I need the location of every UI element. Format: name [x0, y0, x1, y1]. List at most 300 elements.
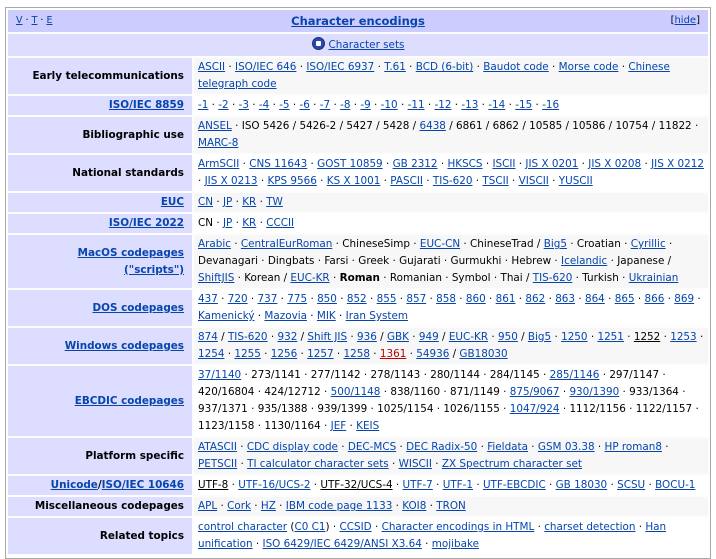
- link-jis-x-0212[interactable]: JIS X 0212: [651, 158, 704, 170]
- list-text: Japanese: [617, 255, 665, 267]
- link-1250[interactable]: 1250: [561, 331, 588, 343]
- link-13[interactable]: -13: [461, 99, 479, 111]
- link-jis-x-0201[interactable]: JIS X 0201: [525, 158, 579, 170]
- link-857[interactable]: 857: [406, 293, 427, 305]
- group-link-dos-codepages[interactable]: DOS codepages: [92, 301, 184, 314]
- link-1255[interactable]: 1255: [234, 348, 261, 360]
- bullet-separator: ·: [551, 255, 562, 267]
- link-icelandic[interactable]: Icelandic: [561, 255, 608, 267]
- bullet-separator: ·: [260, 348, 271, 360]
- list-text: Gujarati: [399, 255, 441, 267]
- list-text: 273/1141: [251, 369, 301, 381]
- group-heading: [8, 497, 192, 516]
- link-858[interactable]: 858: [436, 293, 456, 305]
- talk-template-link[interactable]: T: [31, 15, 38, 26]
- link-855[interactable]: 855: [376, 293, 397, 305]
- bullet-separator: ·: [478, 99, 489, 111]
- bullet-separator: ·: [380, 386, 391, 398]
- list-text: ChineseTrad: [470, 238, 534, 250]
- bullet-separator: ·: [360, 369, 371, 381]
- bullet-separator: ·: [335, 310, 346, 322]
- bullet-separator: ·: [234, 272, 245, 284]
- bullet-separator: ·: [217, 293, 228, 305]
- group-heading: [8, 476, 192, 495]
- bullet-separator: ·: [236, 441, 247, 453]
- group-link-iso-iec-8859[interactable]: ISO/IEC 8859: [108, 99, 184, 111]
- list-text: 1123/1158: [198, 420, 255, 432]
- link-5[interactable]: -5: [279, 99, 290, 111]
- list-text: Dingbats: [267, 255, 315, 267]
- link-720[interactable]: 720: [227, 293, 248, 305]
- link-16[interactable]: -16: [542, 99, 560, 111]
- bullet-separator: ·: [433, 403, 444, 415]
- link-chinese-telegraph-code[interactable]: Chinese telegraph code: [198, 61, 670, 90]
- link-1254[interactable]: 1254: [198, 348, 225, 360]
- link-c0-c1[interactable]: C0 C1: [294, 521, 326, 533]
- link-iso-iec-6937[interactable]: ISO/IEC 6937: [306, 61, 375, 73]
- link-utf-ebcdic[interactable]: UTF-EBCDIC: [482, 479, 546, 491]
- group-separator: /: [97, 479, 102, 491]
- link-hp-roman8[interactable]: HP roman8: [604, 441, 662, 453]
- bullet-separator: ·: [532, 99, 543, 111]
- bullet-separator: ·: [198, 175, 205, 187]
- bullet-separator: ·: [346, 420, 357, 432]
- navbox-row: [8, 155, 708, 191]
- bullet-separator: ·: [623, 331, 634, 343]
- link-jp[interactable]: JP: [222, 196, 233, 208]
- link-charset-detection[interactable]: charset detection: [544, 521, 636, 533]
- navbox-row: [8, 96, 708, 115]
- bullet-separator: ·: [409, 238, 420, 250]
- link-cdc-display-code[interactable]: CDC display code: [246, 441, 338, 453]
- link-54936[interactable]: 54936: [416, 348, 450, 360]
- bullet-separator: ·: [482, 158, 493, 170]
- link-949[interactable]: 949: [418, 331, 439, 343]
- list-text: 1112/1156: [569, 403, 626, 415]
- hide-toggle: [hide]: [670, 15, 700, 26]
- character-sets-link[interactable]: Character sets: [328, 39, 405, 51]
- bullet-separator: ·: [256, 196, 267, 208]
- bullet-separator: ·: [578, 158, 589, 170]
- bullet-separator: ·: [330, 99, 341, 111]
- list-text: Greek: [358, 255, 390, 267]
- link-jis-x-0208[interactable]: JIS X 0208: [588, 158, 642, 170]
- list-text: ISO 5426 / 5426-2 / 5427 / 5428 /: [241, 120, 420, 132]
- link-3[interactable]: -3: [238, 99, 249, 111]
- link-character-encodings-in-html[interactable]: Character encodings in HTML: [381, 521, 535, 533]
- bullet-separator: ·: [485, 293, 496, 305]
- bullet-separator: ·: [275, 500, 286, 512]
- group-link-iso-iec-2022[interactable]: ISO/IEC 2022: [108, 217, 184, 229]
- list-text: /: [297, 331, 308, 343]
- group-link-iso-iec-10646[interactable]: ISO/IEC 10646: [101, 479, 184, 491]
- list-text: ChineseSimp: [342, 238, 410, 250]
- link-koi8[interactable]: KOI8: [402, 500, 427, 512]
- link-930-1390[interactable]: 930/1390: [569, 386, 620, 398]
- bullet-separator: ·: [575, 293, 585, 305]
- link-pascii[interactable]: PASCII: [390, 175, 423, 187]
- bullet-separator: ·: [505, 99, 516, 111]
- link-1257[interactable]: 1257: [307, 348, 334, 360]
- link-iso-6429-iec-6429-ansi-x3-64[interactable]: ISO 6429/IEC 6429/ANSI X3.64: [262, 538, 422, 550]
- bullet-separator: ·: [545, 293, 556, 305]
- bullet-separator: ·: [314, 255, 325, 267]
- link-baudot-code[interactable]: Baudot code: [483, 61, 549, 73]
- link-1253[interactable]: 1253: [670, 331, 697, 343]
- link-1258[interactable]: 1258: [343, 348, 370, 360]
- bullet-separator: ·: [256, 217, 267, 229]
- bullet-separator: ·: [572, 272, 583, 284]
- link-bocu-1[interactable]: BOCU-1: [655, 479, 696, 491]
- link-gb18030[interactable]: GB18030: [459, 348, 508, 360]
- bullet-separator: ·: [217, 500, 228, 512]
- bullet-separator: ·: [388, 458, 399, 470]
- bullet-separator: ·: [566, 238, 577, 250]
- link-apl[interactable]: APL: [198, 500, 218, 512]
- link-15[interactable]: -15: [515, 99, 533, 111]
- bullet-separator: ·: [228, 99, 239, 111]
- link-iso-iec-646[interactable]: ISO/IEC 646: [235, 61, 297, 73]
- bullet-separator: ·: [380, 175, 391, 187]
- vte-separator: ·: [37, 15, 47, 26]
- navbox-rows: [8, 58, 708, 554]
- link-gsm-03-38[interactable]: GSM 03.38: [537, 441, 595, 453]
- link-936[interactable]: 936: [357, 331, 377, 343]
- group-list: [194, 193, 708, 212]
- link-kr[interactable]: KR: [242, 217, 257, 229]
- bullet-separator: ·: [251, 500, 261, 512]
- list-text: 280/1144: [430, 369, 480, 381]
- group-link-ebcdic-codepages[interactable]: EBCDIC codepages: [74, 394, 184, 407]
- bullet-separator: ·: [473, 479, 483, 491]
- bullet-separator: ·: [587, 331, 598, 343]
- link-1361[interactable]: 1361: [379, 348, 407, 360]
- bullet-separator: ·: [232, 217, 243, 229]
- link-7[interactable]: -7: [319, 99, 331, 111]
- group-list: [194, 476, 708, 495]
- link-arabic[interactable]: Arabic: [198, 238, 231, 250]
- list-text: 1026/1155: [443, 403, 500, 415]
- link-12[interactable]: -12: [434, 99, 452, 111]
- link-tscii[interactable]: TSCII: [482, 175, 509, 187]
- link-ti-calculator-character-sets[interactable]: TI calculator character sets: [247, 458, 389, 470]
- navbox-row: [8, 235, 708, 288]
- list-text: CN: [198, 217, 214, 229]
- link-1047-924[interactable]: 1047/924: [509, 403, 560, 415]
- bullet-separator: ·: [534, 521, 545, 533]
- link-keis[interactable]: KEIS: [356, 420, 380, 432]
- list-text: Romanian: [389, 272, 442, 284]
- link-mojibake[interactable]: mojibake: [431, 538, 480, 550]
- link-yuscii[interactable]: YUSCII: [558, 175, 593, 187]
- link-control-character[interactable]: control character: [198, 521, 288, 533]
- link-petscii[interactable]: PETSCII: [198, 458, 238, 470]
- link-hkscs[interactable]: HKSCS: [447, 158, 483, 170]
- link-dec-radix-50[interactable]: DEC Radix-50: [406, 441, 478, 453]
- link-500-1148[interactable]: 500/1148: [330, 386, 381, 398]
- group-list: [194, 518, 708, 554]
- group-link-windows-codepages[interactable]: Windows codepages: [64, 339, 184, 352]
- group-heading: [8, 155, 192, 191]
- link-jis-x-0213[interactable]: JIS X 0213: [204, 175, 258, 187]
- bullet-separator: ·: [645, 479, 656, 491]
- bullet-separator: ·: [607, 479, 618, 491]
- link-437[interactable]: 437: [198, 293, 218, 305]
- bullet-separator: ·: [257, 175, 268, 187]
- link-861[interactable]: 861: [495, 293, 516, 305]
- bullet-separator: ·: [441, 272, 452, 284]
- link-1251[interactable]: 1251: [597, 331, 624, 343]
- link-viscii[interactable]: VISCII: [518, 175, 549, 187]
- link-gb-2312[interactable]: GB 2312: [392, 158, 438, 170]
- list-text: Korean: [244, 272, 281, 284]
- link-tis-620[interactable]: TIS-620: [432, 175, 473, 187]
- link-big5[interactable]: Big5: [527, 331, 552, 343]
- bullet-separator: ·: [694, 293, 701, 305]
- link-fieldata[interactable]: Fieldata: [487, 441, 528, 453]
- link-gb-18030[interactable]: GB 18030: [555, 479, 608, 491]
- link-zx-spectrum-character-set[interactable]: ZX Spectrum character set: [441, 458, 582, 470]
- link-armscii[interactable]: ArmSCII: [198, 158, 240, 170]
- navbox-row: [8, 58, 708, 94]
- bullet-separator: ·: [239, 158, 250, 170]
- link-ibm-code-page-1133[interactable]: IBM code page 1133: [285, 500, 393, 512]
- edit-template-link[interactable]: E: [46, 15, 53, 26]
- link-ukrainian[interactable]: Ukrainian: [628, 272, 679, 284]
- bullet-separator: ·: [397, 99, 408, 111]
- link-mik[interactable]: MIK: [316, 310, 336, 322]
- bullet-separator: ·: [296, 61, 307, 73]
- list-text: 277/1142: [310, 369, 361, 381]
- bullet-separator: ·: [408, 331, 419, 343]
- bullet-separator: ·: [405, 61, 416, 73]
- link-14[interactable]: -14: [488, 99, 506, 111]
- link-6438[interactable]: 6438: [419, 120, 446, 132]
- link-852[interactable]: 852: [346, 293, 367, 305]
- link-ccsid[interactable]: CCSID: [339, 521, 372, 533]
- group-link-euc[interactable]: EUC: [160, 196, 184, 208]
- link-866[interactable]: 866: [644, 293, 665, 305]
- group-heading: [8, 58, 192, 94]
- bullet-separator: ·: [213, 196, 223, 208]
- list-text: UTF-32/UCS-4: [320, 479, 393, 491]
- list-text: /: [664, 255, 672, 267]
- group-list: [194, 366, 708, 436]
- bullet-separator: ·: [348, 255, 359, 267]
- group-label: Miscellaneous codepages: [34, 500, 184, 512]
- link-euc-kr[interactable]: EUC-KR: [290, 272, 330, 284]
- navbox-title-bar: [8, 10, 708, 32]
- group-list: [194, 58, 708, 94]
- link-utf-16-ucs-2[interactable]: UTF-16/UCS-2: [238, 479, 311, 491]
- bullet-separator: ·: [307, 158, 318, 170]
- link-bcd-6-bit[interactable]: BCD (6-bit): [415, 61, 474, 73]
- link-864[interactable]: 864: [584, 293, 605, 305]
- link-mazovia[interactable]: Mazovia: [264, 310, 307, 322]
- view-template-link[interactable]: V: [16, 15, 23, 26]
- bullet-separator: ·: [369, 348, 380, 360]
- navbox: [5, 7, 711, 559]
- group-link-unicode[interactable]: Unicode: [50, 479, 98, 491]
- link-kamenick[interactable]: Kamenický: [198, 310, 255, 322]
- bullet-separator: ·: [625, 403, 636, 415]
- bullet-separator: ·: [431, 458, 442, 470]
- link-han-unification[interactable]: Han unification: [198, 521, 667, 550]
- bullet-separator: ·: [406, 348, 417, 360]
- bullet-separator: ·: [241, 369, 252, 381]
- link-775[interactable]: 775: [287, 293, 308, 305]
- navbox-row: [8, 193, 708, 212]
- link-utf-7[interactable]: UTF-7: [402, 479, 433, 491]
- list-text: Roman: [339, 272, 380, 284]
- link-kr[interactable]: KR: [242, 196, 257, 208]
- link-4[interactable]: -4: [258, 99, 270, 111]
- bullet-separator: ·: [336, 293, 347, 305]
- vte-separator: ·: [22, 15, 32, 26]
- link-tis-620[interactable]: TIS-620: [227, 331, 268, 343]
- link-862[interactable]: 862: [525, 293, 546, 305]
- list-text: /: [376, 331, 387, 343]
- link-1[interactable]: -1: [198, 99, 209, 111]
- list-text: ): [325, 521, 330, 533]
- link-kps-9566[interactable]: KPS 9566: [267, 175, 317, 187]
- link-950[interactable]: 950: [497, 331, 518, 343]
- bullet-separator: ·: [477, 441, 488, 453]
- group-list: [194, 117, 708, 153]
- bullet-separator: ·: [392, 479, 403, 491]
- link-10[interactable]: -10: [380, 99, 398, 111]
- list-text: Devanagari: [198, 255, 258, 267]
- list-text: 1252: [633, 331, 661, 343]
- link-850[interactable]: 850: [317, 293, 337, 305]
- list-text: /: [517, 331, 528, 343]
- link-shift-jis[interactable]: Shift JIS: [307, 331, 348, 343]
- link-scsu[interactable]: SCSU: [617, 479, 646, 491]
- link-centraleurroman[interactable]: CentralEurRoman: [240, 238, 333, 250]
- link-285-1146[interactable]: 285/1146: [549, 369, 600, 381]
- link-hz[interactable]: HZ: [260, 500, 276, 512]
- link-euc-cn[interactable]: EUC-CN: [419, 238, 461, 250]
- list-text: 1025/1154: [377, 403, 434, 415]
- bullet-separator: ·: [208, 99, 219, 111]
- link-utf-1[interactable]: UTF-1: [442, 479, 474, 491]
- bullet-separator: ·: [306, 310, 317, 322]
- bullet-separator: ·: [329, 272, 340, 284]
- link-jef[interactable]: JEF: [330, 420, 347, 432]
- link-cork[interactable]: Cork: [227, 500, 251, 512]
- link-8[interactable]: -8: [340, 99, 351, 111]
- link-marc-8[interactable]: MARC-8: [198, 137, 239, 149]
- link-ansel[interactable]: ANSEL: [198, 120, 232, 132]
- bullet-separator: ·: [320, 420, 331, 432]
- bullet-separator: ·: [660, 331, 671, 343]
- link-863[interactable]: 863: [555, 293, 576, 305]
- link-iscii[interactable]: ISCII: [492, 158, 516, 170]
- bullet-separator: ·: [692, 403, 699, 415]
- link-932[interactable]: 932: [277, 331, 298, 343]
- group-list: [194, 438, 708, 474]
- bullet-separator: ·: [424, 99, 435, 111]
- navbox-row: [8, 366, 708, 436]
- link-big5[interactable]: Big5: [543, 238, 567, 250]
- link-874[interactable]: 874: [198, 331, 218, 343]
- link-875-9067[interactable]: 875/9067: [509, 386, 560, 398]
- group-list: [194, 290, 708, 326]
- group-list: [194, 214, 708, 233]
- link-dec-mcs[interactable]: DEC-MCS: [347, 441, 397, 453]
- bullet-separator: ·: [225, 61, 236, 73]
- list-text: /: [449, 348, 460, 360]
- bullet-separator: ·: [366, 293, 377, 305]
- navbox-title[interactable]: Character encodings: [291, 14, 425, 28]
- bullet-separator: ·: [237, 458, 248, 470]
- link-1256[interactable]: 1256: [270, 348, 298, 360]
- link-euc-kr[interactable]: EUC-KR: [448, 331, 489, 343]
- link-737[interactable]: 737: [257, 293, 278, 305]
- navbox-row: [8, 117, 708, 153]
- group-label: Related topics: [99, 529, 184, 542]
- link-tis-620[interactable]: TIS-620: [532, 272, 573, 284]
- link-ks-x-1001[interactable]: KS X 1001: [326, 175, 381, 187]
- group-list: [194, 96, 708, 115]
- bullet-separator: ·: [490, 272, 501, 284]
- navbox-row: [8, 438, 708, 474]
- link-860[interactable]: 860: [465, 293, 486, 305]
- link-6[interactable]: -6: [299, 99, 310, 111]
- bullet-separator: ·: [289, 99, 300, 111]
- list-text: 838/1160: [390, 386, 441, 398]
- bullet-separator: ·: [432, 479, 443, 491]
- link-t-61[interactable]: T.61: [384, 61, 406, 73]
- group-heading: [8, 518, 192, 554]
- list-text: 420/16804: [198, 386, 255, 398]
- link-865[interactable]: 865: [614, 293, 635, 305]
- list-text: /: [438, 331, 449, 343]
- link-atascii[interactable]: ATASCII: [198, 441, 237, 453]
- bullet-separator: ·: [382, 158, 393, 170]
- link-869[interactable]: 869: [674, 293, 695, 305]
- bullet-separator: ·: [224, 348, 235, 360]
- link-11[interactable]: -11: [407, 99, 425, 111]
- link-ascii[interactable]: ASCII: [198, 61, 226, 73]
- link-2[interactable]: -2: [218, 99, 229, 111]
- bullet-separator: ·: [607, 255, 618, 267]
- link-cyrillic[interactable]: Cyrillic: [630, 238, 666, 250]
- bullet-separator: ·: [396, 293, 407, 305]
- link-wiscii[interactable]: WISCII: [398, 458, 432, 470]
- link-tron[interactable]: TRON: [436, 500, 466, 512]
- link-9[interactable]: -9: [360, 99, 371, 111]
- list-text: 935/1388: [257, 403, 308, 415]
- link-jp[interactable]: JP: [222, 217, 233, 229]
- link-morse-code[interactable]: Morse code: [558, 61, 619, 73]
- link-iran-system[interactable]: Iran System: [345, 310, 408, 322]
- bullet-separator: ·: [396, 441, 407, 453]
- link-cns-11643[interactable]: CNS 11643: [249, 158, 308, 170]
- bullet-separator: ·: [267, 331, 278, 343]
- link-shiftjis[interactable]: ShiftJIS: [198, 272, 235, 284]
- link-gbk[interactable]: GBK: [386, 331, 409, 343]
- link-gost-10859[interactable]: GOST 10859: [317, 158, 383, 170]
- group-link-macos-codepages-scripts[interactable]: MacOS codepages ("scripts"): [77, 246, 184, 276]
- link-cn[interactable]: CN: [198, 196, 214, 208]
- bullet-separator: ·: [455, 293, 466, 305]
- link-tw[interactable]: TW: [266, 196, 283, 208]
- link-37-1140[interactable]: 37/1140: [198, 369, 242, 381]
- link-cccii[interactable]: CCCII: [266, 217, 295, 229]
- hide-button[interactable]: hide: [674, 15, 697, 26]
- bullet-separator: ·: [333, 348, 344, 360]
